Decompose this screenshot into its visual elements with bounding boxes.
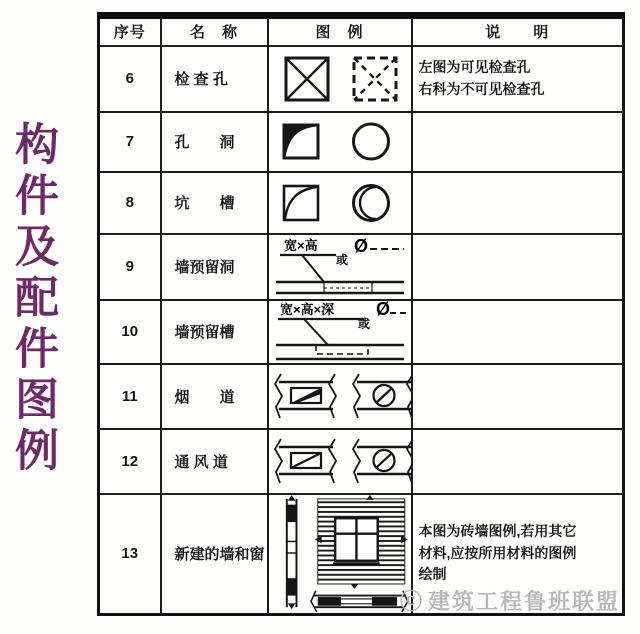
hole-icons bbox=[270, 117, 410, 167]
flue-rect-icon bbox=[275, 374, 336, 418]
row-no: 12 bbox=[99, 429, 161, 494]
watermark bbox=[400, 585, 620, 616]
wall-window-plan-icon bbox=[310, 590, 407, 611]
row-legend bbox=[268, 46, 412, 112]
row-note bbox=[412, 429, 624, 494]
row-name: 墙预留槽 bbox=[161, 300, 268, 364]
wall-reserved-chase-icon bbox=[272, 301, 408, 363]
flue-round-icon bbox=[353, 374, 412, 418]
page-side-title: 构件及配件图例 bbox=[8, 121, 57, 478]
wall-window-section-icon bbox=[285, 495, 297, 609]
legend-table bbox=[97, 12, 625, 616]
row-name: 通 风 道 bbox=[161, 429, 268, 494]
note-line: 左图为可见检查孔 bbox=[418, 58, 531, 75]
visible-inspection-hole-icon bbox=[286, 58, 328, 100]
or-label: 或 bbox=[335, 252, 348, 267]
table-row-10 bbox=[99, 300, 624, 364]
row-name: 检 查 孔 bbox=[161, 46, 268, 112]
col-header-name: 名 称 bbox=[161, 16, 268, 46]
row-name: 孔 洞 bbox=[161, 112, 268, 172]
col-header-note: 说 明 bbox=[412, 16, 624, 46]
row-legend bbox=[268, 429, 412, 494]
diameter-symbol: Ø bbox=[375, 300, 390, 319]
note-line: 右科为不可见检查孔 bbox=[418, 80, 545, 97]
table-row-12 bbox=[99, 429, 624, 494]
table-row-11 bbox=[99, 364, 624, 429]
vent-icons bbox=[269, 437, 412, 485]
row-legend bbox=[268, 112, 412, 172]
hidden-inspection-hole-icon bbox=[354, 58, 396, 100]
row-no: 7 bbox=[99, 112, 161, 172]
flue-icons bbox=[269, 372, 412, 420]
vent-rect-icon bbox=[275, 439, 336, 483]
inspection-hole-icons bbox=[270, 51, 410, 107]
note-line: 材料,应按所用材料的图例 bbox=[418, 544, 577, 561]
row-name: 新建的墙和窗 bbox=[161, 494, 268, 615]
note-line: 绘制 bbox=[418, 566, 447, 583]
row-no: 8 bbox=[99, 172, 161, 234]
table-row-8 bbox=[99, 172, 624, 234]
pit-icons bbox=[270, 177, 410, 229]
table-row-6 bbox=[99, 46, 624, 112]
row-note bbox=[412, 300, 624, 364]
row-note bbox=[412, 364, 624, 429]
wall-window-elevation-icon bbox=[314, 495, 407, 589]
table-row-9 bbox=[99, 234, 624, 300]
watermark-text: 建筑工程鲁班联盟 bbox=[428, 589, 621, 614]
vent-round-icon bbox=[353, 439, 412, 483]
row-no: 11 bbox=[99, 364, 161, 429]
row-no: 13 bbox=[99, 494, 161, 615]
row-note bbox=[412, 112, 624, 172]
row-legend bbox=[268, 172, 412, 234]
note-line: 本图为砖墙图例,若用其它 bbox=[418, 522, 577, 539]
dimension-label: 宽×高 bbox=[283, 237, 318, 253]
square-pit-icon bbox=[284, 186, 318, 220]
new-wall-window-icons bbox=[269, 495, 411, 613]
col-header-legend: 图 例 bbox=[268, 16, 412, 46]
header-row bbox=[99, 16, 624, 46]
row-legend bbox=[268, 234, 412, 300]
round-hole-icon bbox=[353, 124, 388, 159]
wall-reserved-opening-icon bbox=[272, 235, 408, 299]
col-header-no: 序号 bbox=[99, 16, 161, 46]
row-name: 坑 槽 bbox=[161, 172, 268, 234]
dimension-label: 宽×高×深 bbox=[279, 301, 334, 317]
row-no: 6 bbox=[99, 46, 161, 112]
copyright-icon: ⓒ bbox=[400, 589, 425, 614]
row-note bbox=[412, 172, 624, 234]
row-no: 9 bbox=[99, 234, 161, 300]
row-name: 烟 道 bbox=[161, 364, 268, 429]
round-pit-icon bbox=[353, 185, 388, 220]
or-label: 或 bbox=[357, 316, 370, 331]
row-name: 墙预留洞 bbox=[161, 234, 268, 300]
row-legend bbox=[268, 494, 412, 615]
row-legend bbox=[268, 300, 412, 364]
diameter-symbol: Ø bbox=[353, 235, 368, 256]
square-hole-icon bbox=[284, 125, 318, 158]
row-note bbox=[412, 234, 624, 300]
row-note bbox=[412, 46, 624, 112]
row-legend bbox=[268, 364, 412, 429]
table-row-7 bbox=[99, 112, 624, 172]
row-no: 10 bbox=[99, 300, 161, 364]
